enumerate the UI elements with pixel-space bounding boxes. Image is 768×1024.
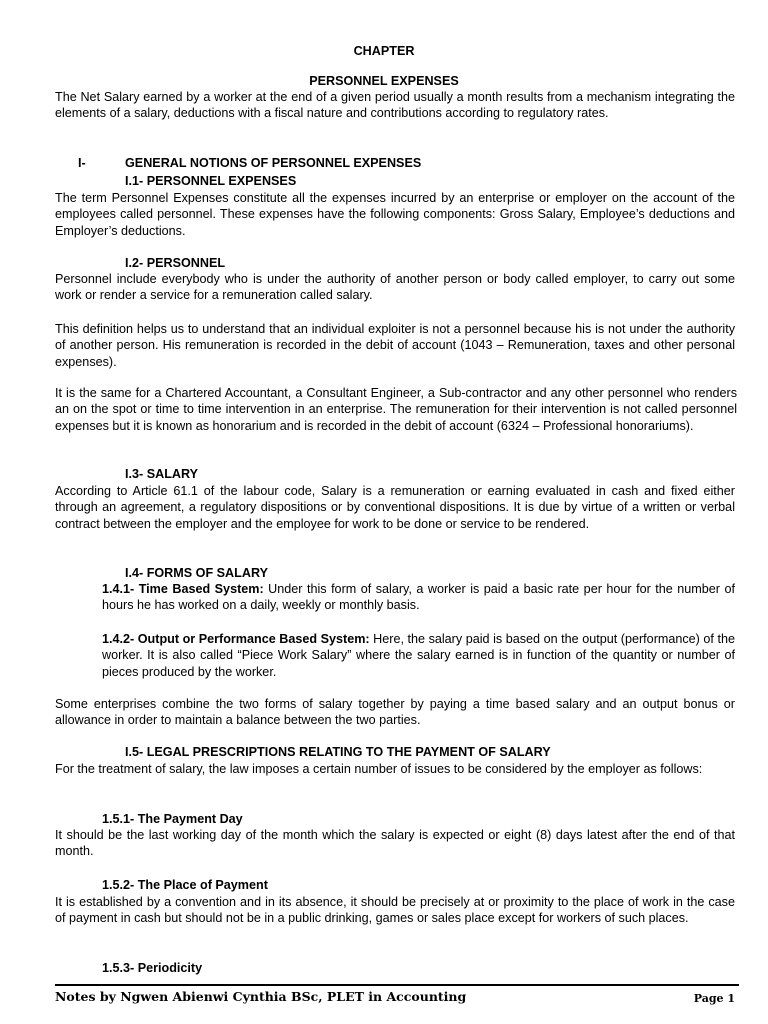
item-label: 1.4.2- Output or Performance Based System: bbox=[102, 632, 370, 646]
section-number: I- bbox=[78, 156, 86, 170]
footer-notes: Notes by Ngwen Abienwi Cynthia BSc, PLET in Accounting bbox=[55, 989, 467, 1004]
page-title: PERSONNEL EXPENSES bbox=[309, 74, 459, 88]
paragraph-legal-intro: For the treatment of salary, the law imposes a certain number of issues to be considered by the employer as follows: bbox=[55, 762, 703, 776]
section-title: GENERAL NOTIONS OF PERSONNEL EXPENSES bbox=[125, 156, 422, 170]
paragraph-salary: According to Article 61.1 of the labour code, Salary is a remuneration or earning evaluated in cash and fixed either through an agreement, a regulatory dispositions or by conventional dispositions. It is due by virtue of a written or verbal contract between the employer and the employee for work to be done or service to be rendered. bbox=[55, 484, 735, 531]
page-number: Page 1 bbox=[693, 992, 735, 1005]
heading-legal-prescriptions: I.5- LEGAL PRESCRIPTIONS RELATING TO THE PAYMENT OF SALARY bbox=[125, 745, 551, 759]
item-output-based-system bbox=[102, 631, 735, 680]
paragraph-personnel-2: This definition helps us to understand that an individual exploiter is not a personnel because his is not under the authority of another person. His remuneration is recorded in the debit of account (1043 – Remuneration, taxes and other personal expenses). bbox=[55, 322, 735, 369]
paragraph-payment-day: It should be the last working day of the month which the salary is expected or eight (8) days latest after the end of that month. bbox=[55, 828, 735, 859]
chapter-label: CHAPTER bbox=[353, 44, 415, 58]
item-time-based-system bbox=[102, 581, 735, 614]
heading-place-of-payment: 1.5.2- The Place of Payment bbox=[102, 878, 268, 892]
paragraph-personnel-1: Personnel include everybody who is under the authority of another person or body called employer, to carry out some work or render a service for a remuneration called salary. bbox=[55, 272, 735, 303]
intro-paragraph: The Net Salary earned by a worker at the end of a given period usually a month results from a mechanism integrating the elements of a salary, deductions with a fiscal nature and contributions according to regulatory rates. bbox=[55, 90, 735, 121]
paragraph-place-of-payment: It is established by a convention and in its absence, it should be precisely at or proximity to the place of work in the case of payment in cash but should not be in a public drinking, games or sales place except for workers of such places. bbox=[55, 895, 735, 926]
item-text: Under this form of salary, a worker is paid a basic rate per hour for the number of hours he has worked on a daily, weekly or monthly basis. bbox=[102, 582, 735, 613]
item-label: 1.4.1- Time Based System: bbox=[102, 582, 264, 596]
heading-payment-day: 1.5.1- The Payment Day bbox=[102, 812, 243, 826]
paragraph-personnel-3: It is the same for a Chartered Accountant, a Consultant Engineer, a Sub-contractor and any other personnel who renders an on the spot or time to time intervention in an enterprise. The remuneration for their intervention is not called personnel expenses but it is known as honorarium and is recorded in the debit of account (6324 – Professional honorariums). bbox=[55, 386, 737, 433]
paragraph-combined-forms: Some enterprises combine the two forms of salary together by paying a time based salary and an output bonus or allowance in order to maintain a balance between the two parties. bbox=[55, 697, 735, 728]
heading-salary: I.3- SALARY bbox=[125, 467, 199, 481]
heading-personnel: I.2- PERSONNEL bbox=[125, 256, 226, 270]
paragraph-personnel-expenses: The term Personnel Expenses constitute all the expenses incurred by an enterprise or employer on the account of the employees called personnel. These expenses have the following components: Gross Salary, Employee’s deductions and Employer’s deductions. bbox=[55, 191, 735, 238]
heading-periodicity: 1.5.3- Periodicity bbox=[102, 961, 203, 975]
heading-personnel-expenses: I.1- PERSONNEL EXPENSES bbox=[125, 174, 297, 188]
item-text: Here, the salary paid is based on the output (performance) of the worker. It is also called “Piece Work Salary” where the salary earned is in function of the quantity or number of pieces produced by the worker. bbox=[102, 632, 735, 679]
footer-divider bbox=[55, 984, 739, 986]
heading-forms-of-salary: I.4- FORMS OF SALARY bbox=[125, 566, 268, 580]
